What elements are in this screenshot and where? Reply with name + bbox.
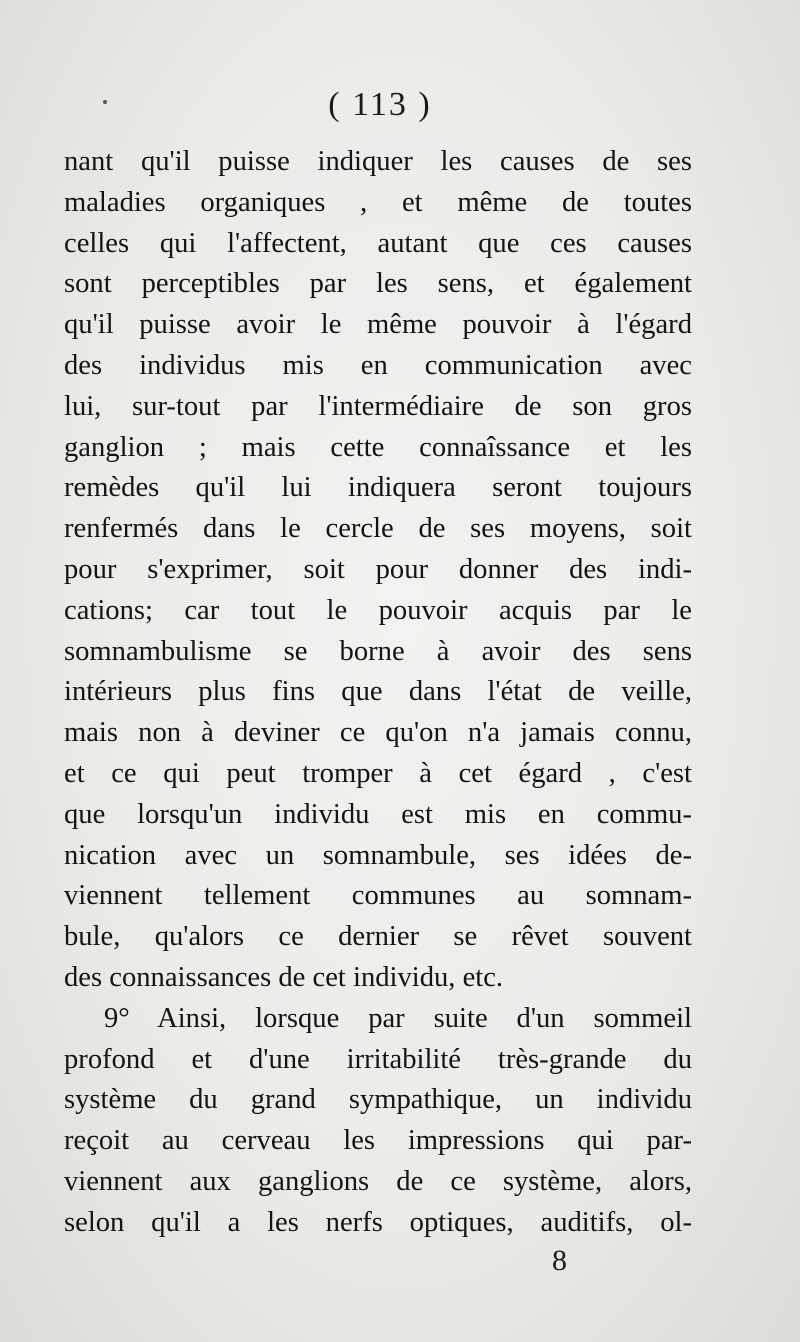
text-line: lui, sur-tout par l'intermédiaire de son gros [64,390,692,422]
text-line: système du grand sympathique, un individu [64,1084,692,1116]
text-line: viennent tellement communes au somnam- [64,880,692,912]
text-line: nication avec un somnambule, ses idées de- [64,839,692,871]
text-line: intérieurs plus fins que dans l'état de veille, [64,676,692,708]
text-line: nant qu'il puisse indiquer les causes de ses [64,146,692,177]
text-line: bule, qu'alors ce dernier se rêvet souvent [64,921,692,953]
text-line-paragraph-start: 9° Ainsi, lorsque par suite d'un sommeil [104,1002,692,1034]
text-line: des individus mis en communication avec [64,349,692,381]
body-text [64,142,692,1244]
text-line: reçoit au cerveau les impressions qui par- [64,1125,692,1157]
text-line: somnambulisme se borne à avoir des sens [64,635,692,667]
text-line: celles qui l'affectent, autant que ces causes [64,227,692,259]
text-line: que lorsqu'un individu est mis en commu- [64,798,692,830]
text-line: qu'il puisse avoir le même pouvoir à l'égard [64,309,692,341]
text-line: renfermés dans le cercle de ses moyens, soit [64,513,692,545]
text-line: viennent aux ganglions de ce système, alors, [64,1165,692,1197]
text-line: selon qu'il a les nerfs optiques, auditifs, ol- [64,1206,692,1238]
text-line: cations; car tout le pouvoir acquis par le [64,594,692,626]
text-line: sont perceptibles par les sens, et également [64,268,692,300]
text-line: et ce qui peut tromper à cet égard , c'est [64,757,692,789]
text-line: remèdes qu'il lui indiquera seront toujours [64,472,692,504]
page-number: ( 113 ) [328,86,432,123]
text-line: maladies organiques , et même de toutes [64,186,692,218]
text-line-paragraph-end: des connaissances de cet individu, etc. [64,961,504,993]
signature-mark: 8 [552,1244,567,1277]
text-line: profond et d'une irritabilité très-grande du [64,1043,692,1075]
text-line: pour s'exprimer, soit pour donner des indi- [64,553,692,585]
text-line: ganglion ; mais cette connaîssance et les [64,431,692,463]
text-line: mais non à deviner ce qu'on n'a jamais connu, [64,717,692,749]
